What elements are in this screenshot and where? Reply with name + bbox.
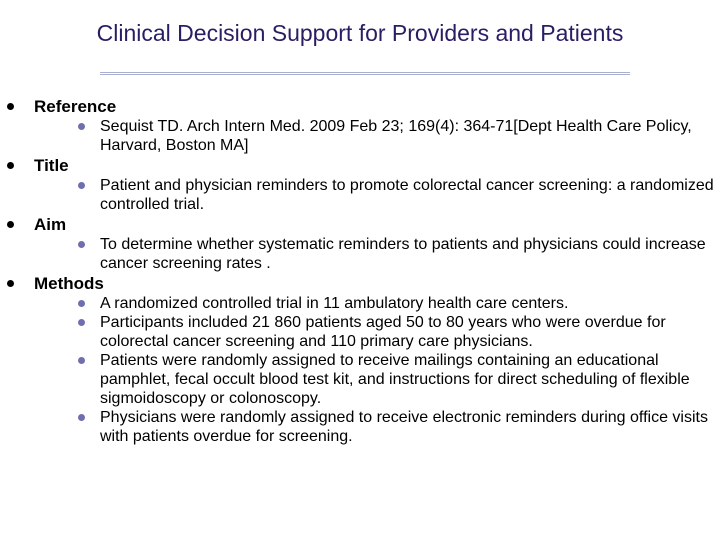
bullet-icon: [78, 414, 85, 421]
slide-content: [0, 96, 720, 446]
list-item: [34, 176, 720, 214]
bullet-icon: [78, 300, 85, 307]
bullet-icon: [7, 280, 14, 287]
section-methods: [0, 273, 720, 446]
bullet-icon: [7, 103, 14, 110]
list-item-text: Sequist TD. Arch Intern Med. 2009 Feb 23; 169(4): 364-71[Dept Health Care Policy, Harvard, Boston MA]: [100, 118, 692, 154]
bullet-icon: [7, 221, 14, 228]
bullet-icon: [7, 162, 14, 169]
list-item-text: A randomized controlled trial in 11 ambulatory health care centers.: [100, 295, 569, 312]
section-heading: Reference: [34, 97, 117, 116]
bullet-icon: [78, 357, 85, 364]
section-heading: Methods: [34, 274, 104, 293]
list-item: [34, 294, 720, 313]
bullet-icon: [78, 182, 85, 189]
slide-title: Clinical Decision Support for Providers and Patients: [96, 20, 624, 46]
section-heading: Title: [34, 156, 69, 175]
bullet-icon: [78, 123, 85, 130]
section-reference: [0, 96, 720, 155]
list-item: [34, 313, 720, 351]
list-item: [34, 117, 720, 155]
list-item-text: To determine whether systematic reminders to patients and physicians could increase cancer screening rates .: [100, 236, 706, 272]
list-item-text: Physicians were randomly assigned to receive electronic reminders during office visits with patients overdue for screening.: [100, 409, 708, 445]
list-item-text: Patients were randomly assigned to receive mailings containing an educational pamphlet, fecal occult blood test kit, and instructions for direct scheduling of flexible sigmoidoscopy or colonoscopy.: [100, 352, 690, 407]
section-aim: [0, 214, 720, 273]
list-item: [34, 408, 720, 446]
list-item-text: Patient and physician reminders to promote colorectal cancer screening: a randomized controlled trial.: [100, 177, 714, 213]
list-item: [34, 235, 720, 273]
section-title: [0, 155, 720, 214]
bullet-icon: [78, 241, 85, 248]
section-heading: Aim: [34, 215, 67, 234]
list-item: [34, 351, 720, 408]
list-item-text: Participants included 21 860 patients aged 50 to 80 years who were overdue for colorectal cancer screening and 110 primary care physicians.: [100, 314, 666, 350]
title-divider: [100, 72, 630, 75]
bullet-icon: [78, 319, 85, 326]
